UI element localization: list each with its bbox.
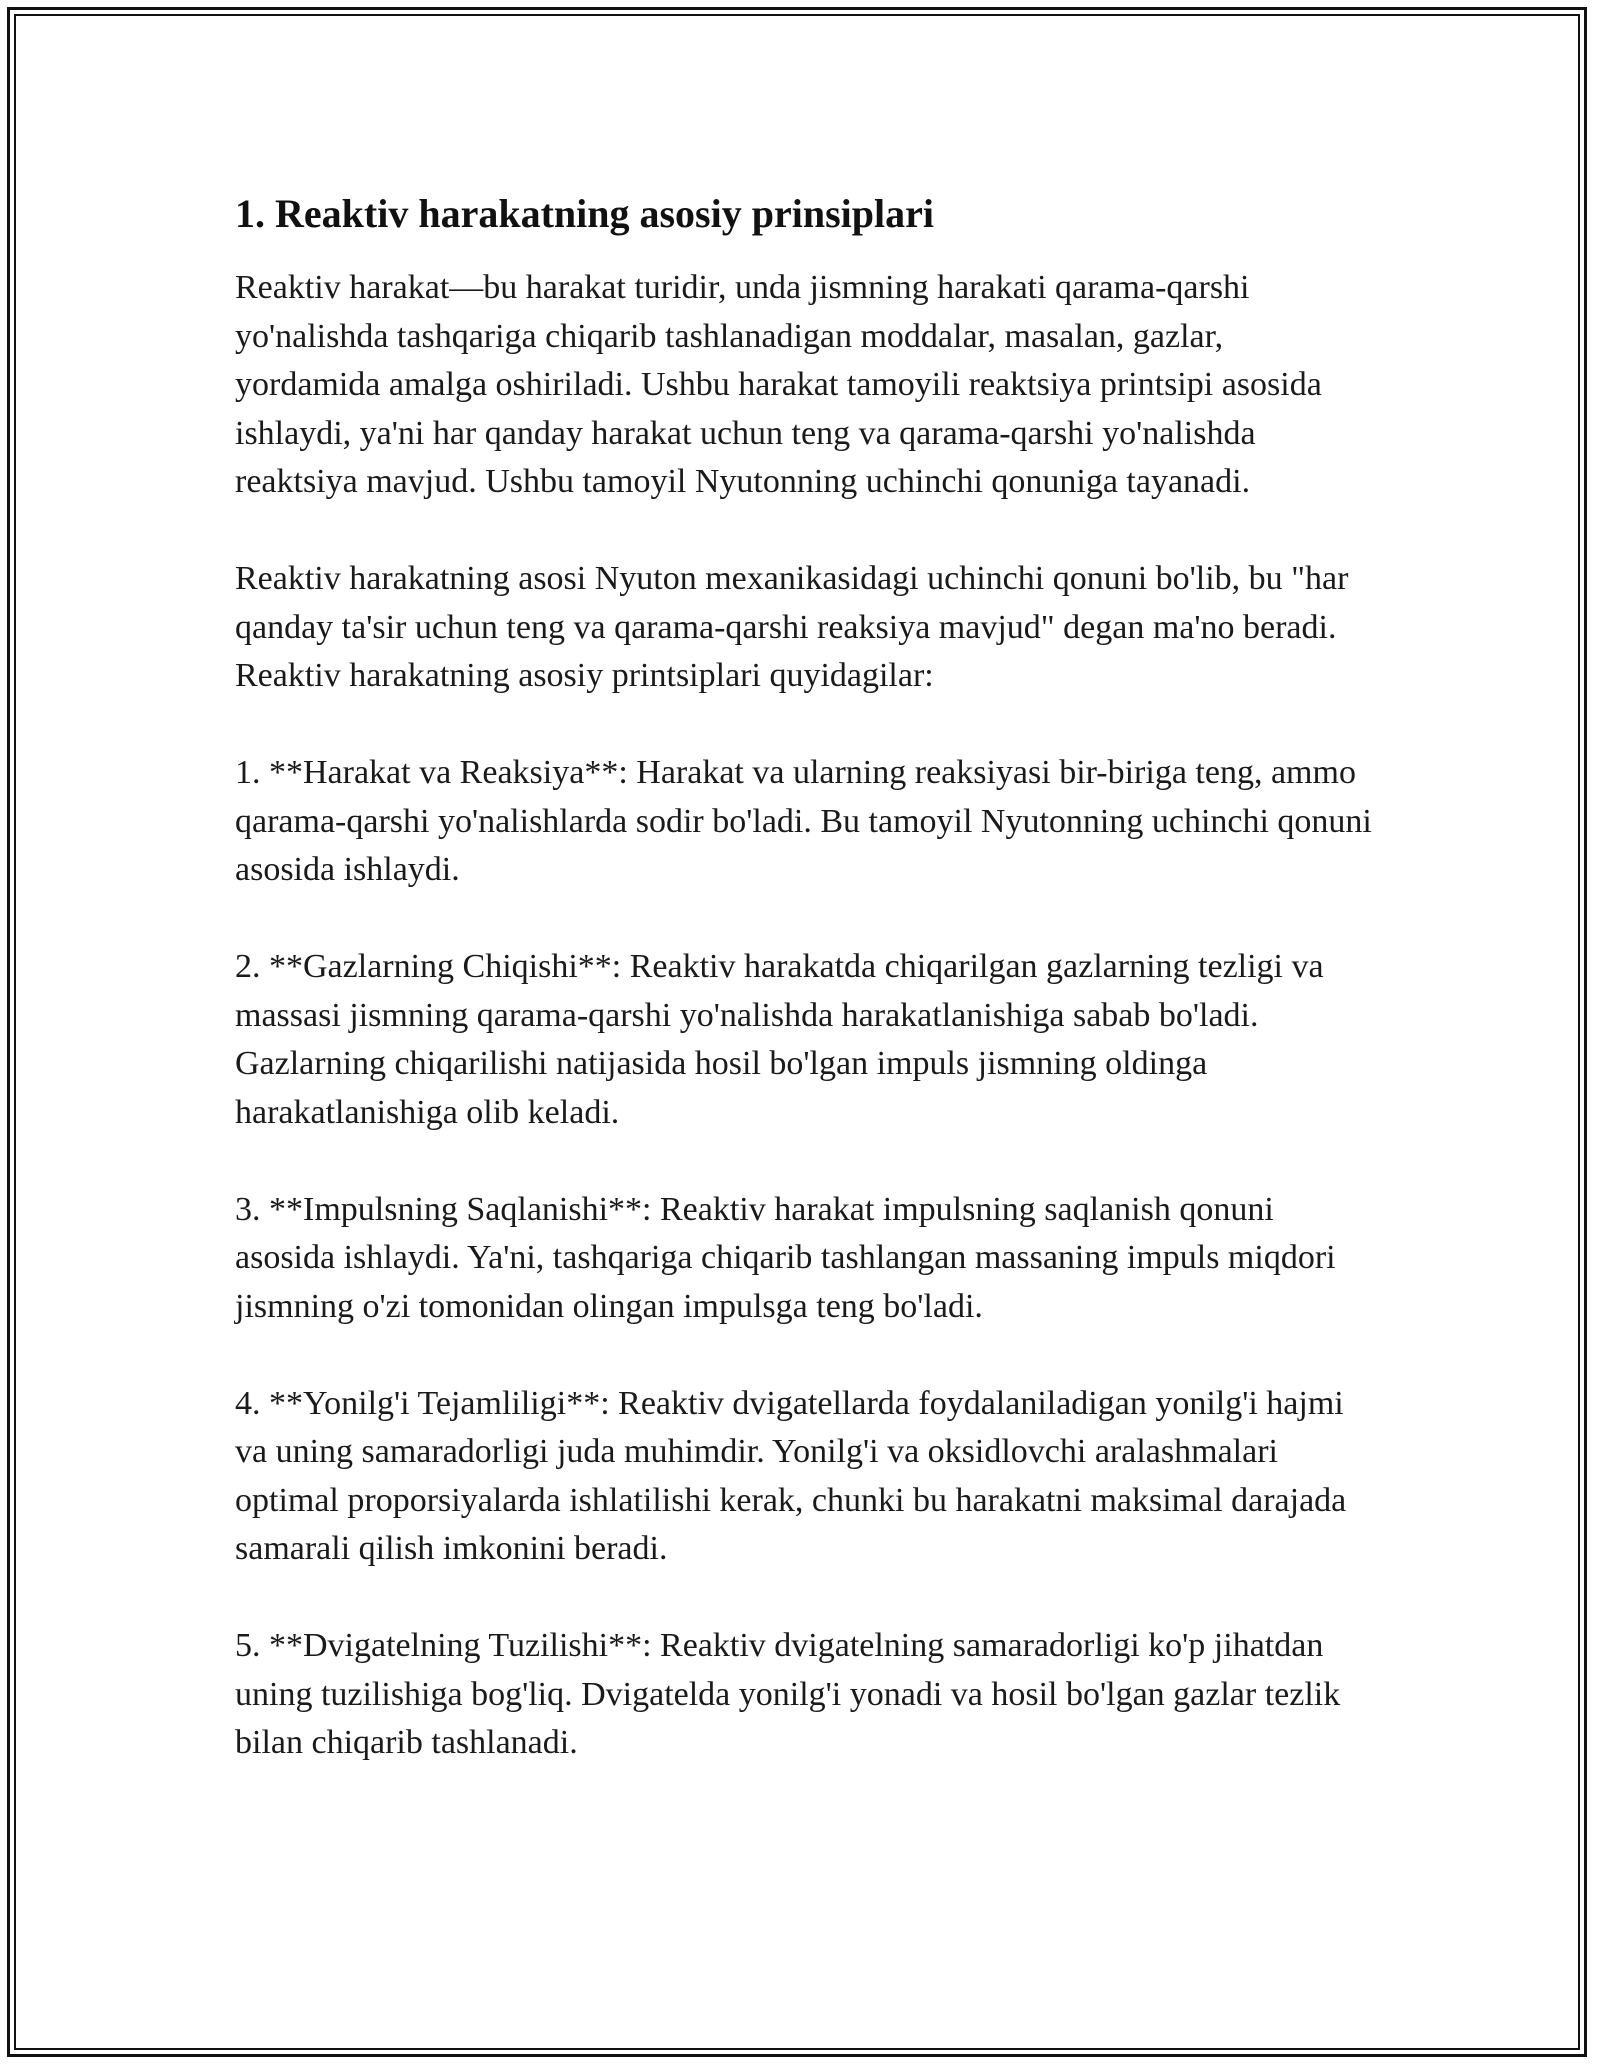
principle-item-4: 4. **Yonilg'i Tejamliligi**: Reaktiv dvigatellarda foydalaniladigan yonilg'i hajmi va uning samaradorligi juda muhimdir. Yonilg'i va oksidlovchi aralashmalari optimal proporsiyalarda ishlatilishi kerak, chunki bu harakatni maksimal darajada samarali qilish imkonini beradi. — [235, 1384, 1347, 1567]
document-body — [235, 190, 1375, 1816]
principle-item-5: 5. **Dvigatelning Tuzilishi**: Reaktiv dvigatelning samaradorligi ko'p jihatdan uning tuzilishiga bog'liq. Dvigatelda yonilg'i yonadi va hosil bo'lgan gazlar tezlik bilan chiqarib tashlanadi. — [235, 1627, 1341, 1761]
principles-intro-paragraph: Reaktiv harakatning asosi Nyuton mexanikasidagi uchinchi qonuni bo'lib, bu "har qanday ta'sir uchun teng va qarama-qarshi reaksiya mavjud" degan ma'no beradi. Reaktiv harakatning asosiy printsiplari quyidagilar: — [235, 560, 1349, 694]
principle-item-2: 2. **Gazlarning Chiqishi**: Reaktiv harakatda chiqarilgan gazlarning tezligi va massasi jismning qarama-qarshi yo'nalishda harakatlanishiga sabab bo'ladi. Gazlarning chiqarilishi natijasida hosil bo'lgan impuls jismning oldinga harakatlanishiga olib keladi. — [235, 948, 1324, 1131]
principle-item-1: 1. **Harakat va Reaksiya**: Harakat va ularning reaksiyasi bir-biriga teng, ammo qarama-qarshi yo'nalishlarda sodir bo'ladi. Bu tamoyil Nyutonning uchinchi qonuni asosida ishlaydi. — [235, 754, 1372, 888]
principle-item-3: 3. **Impulsning Saqlanishi**: Reaktiv harakat impulsning saqlanish qonuni asosida ishlaydi. Ya'ni, tashqariga chiqarib tashlangan massaning impuls miqdori jismning o'zi tomonidan olingan impulsga teng bo'ladi. — [235, 1190, 1336, 1325]
intro-paragraph: Reaktiv harakat—bu harakat turidir, unda jismning harakati qarama-qarshi yo'nalishda tashqariga chiqarib tashlanadigan moddalar, masalan, gazlar, yordamida amalga oshiriladi. Ushbu harakat tamoyili reaktsiya printsipi asosida ishlaydi, ya'ni har qanday harakat uchun teng va qarama-qarshi yo'nalishda reaktsiya mavjud. Ushbu tamoyil Nyutonning uchinchi qonuniga tayanadi. — [235, 269, 1322, 500]
section-heading: 1. Reaktiv harakatning asosiy prinsiplari — [235, 191, 935, 236]
